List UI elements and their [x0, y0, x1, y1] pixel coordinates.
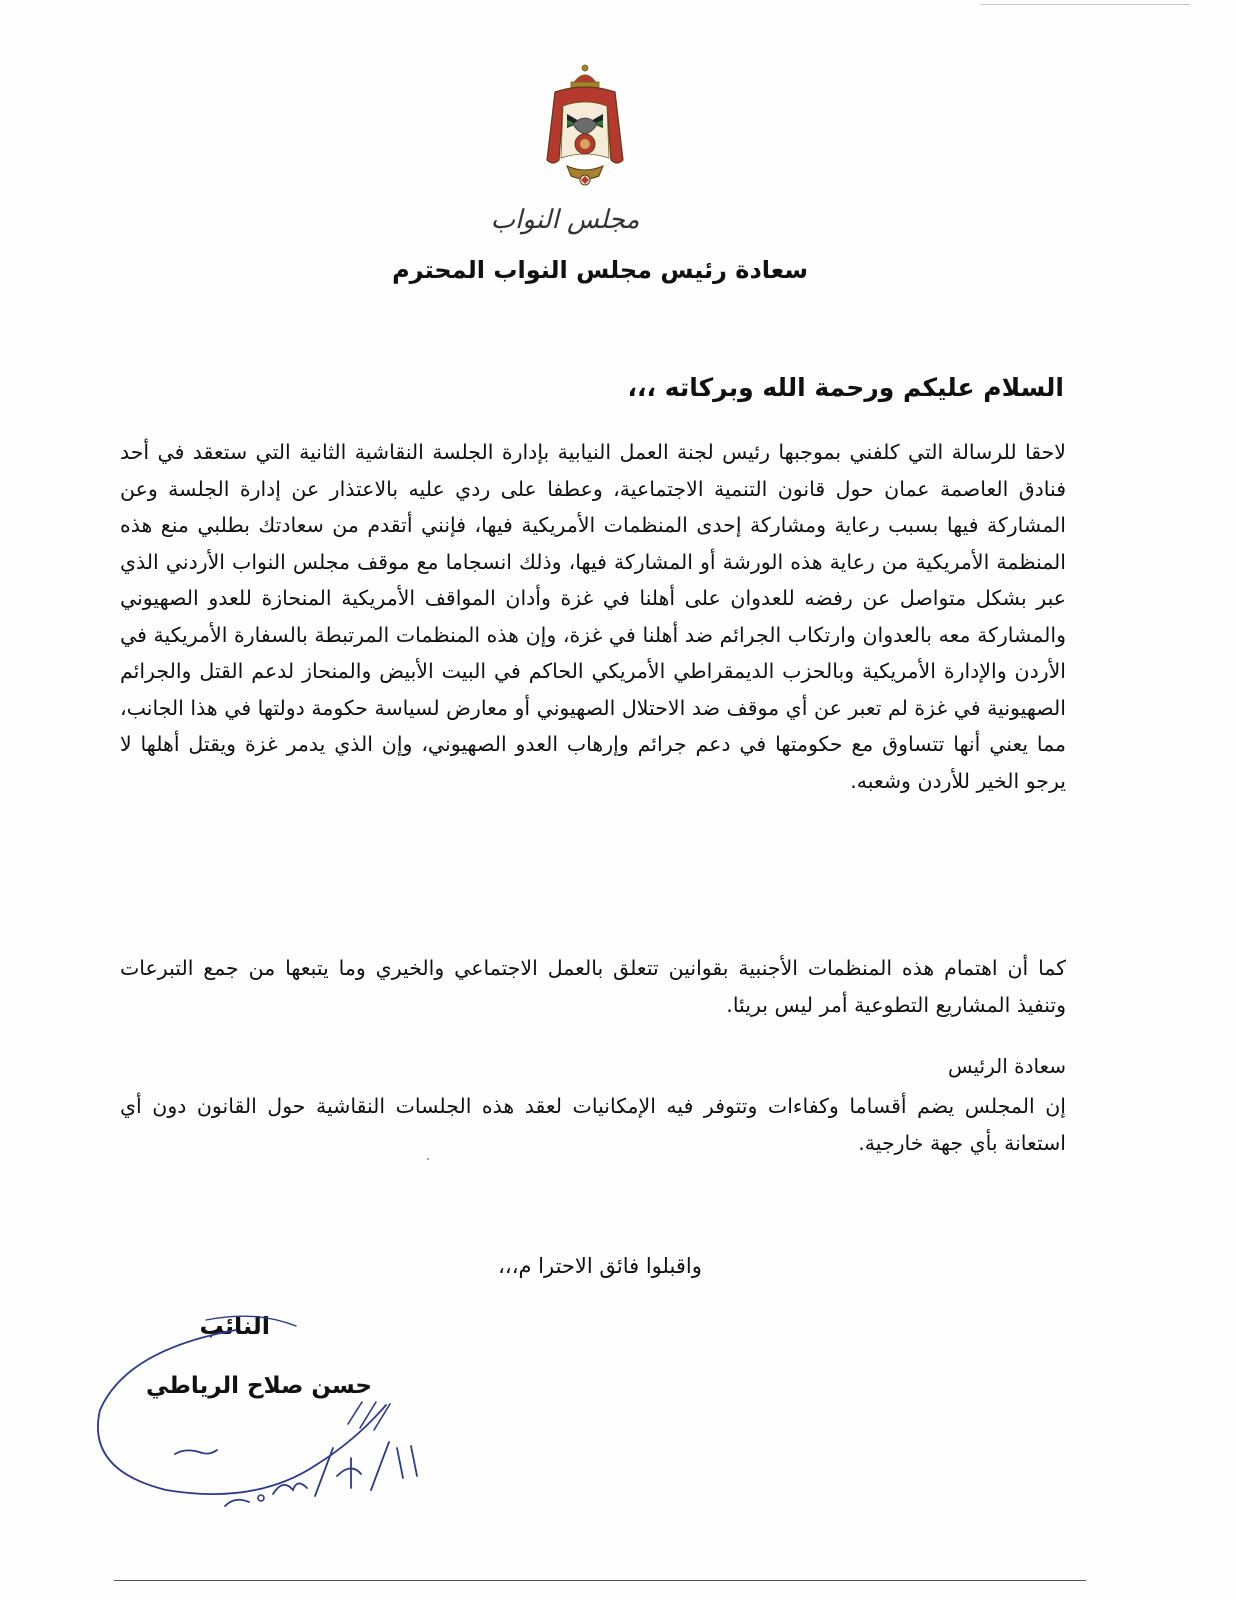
body-paragraph-2: كما أن اهتمام هذه المنظمات الأجنبية بقوانين تتعلق بالعمل الاجتماعي والخيري وما يتبعها من جمع التبرعات وتنفيذ المشاريع التطوعية أمر ليس بريئا. [120, 956, 1066, 1017]
body-paragraph-1: لاحقا للرسالة التي كلفني بموجبها رئيس لجنة العمل النيابية بإدارة الجلسة النقاشية الثانية التي ستعقد في أحد فنادق العاصمة عمان حول قانون التنمية الاجتماعية، وعطفا على ردي عليه بالاعتذار عن إدارة الجلسة وعن المشاركة فيها بسبب رعاية ومشاركة إحدى المنظمات الأمريكية فيها، فإنني أتقدم من سعادتك بطلبي منع هذه المنظمة الأمريكية من رعاية هذه الورشة أو المشاركة فيها، وذلك انسجاما مع موقف مجلس النواب الأردني الذي عبر بشكل متواصل عن رفضه للعدوان على أهلنا في غزة وأدان المواقف الأمريكية المنحازة للعدو الصهيوني والمشاركة معه بالعدوان وارتكاب الجرائم ضد أهلنا في غزة، وإن هذه المنظمات المرتبطة بالسفارة الأمريكية في الأردن والإدارة الأمريكية وبالحزب الديمقراطي الأمريكي الحاكم في البيت الأبيض والمنحاز لدعم القتل والجرائم الصهيونية في غزة لم تعبر عن أي موقف ضد الاحتلال الصهيوني أو معارض لسياسة حكومة دولتها في هذا الجانب، مما يعني أنها تتساوق مع حكومتها في دعم جرائم وإرهاب العدو الصهيوني، وإن الذي يدمر غزة ويقتل أهلها لا يرجو الخير للأردن وشعبه. [120, 440, 1066, 793]
coat-of-arms-icon [537, 62, 633, 190]
handwritten-date [165, 1418, 435, 1538]
scan-artifact [427, 1158, 429, 1160]
closing-line: واقبلوا فائق الاحترا م،،، [498, 1254, 702, 1278]
svg-text:مجلس النواب: مجلس النواب [490, 205, 640, 235]
signatory-name: حسن صلاح الرياطي [146, 1373, 372, 1399]
signatory-title: النائب [199, 1312, 270, 1340]
addressee-line: سعادة رئيس مجلس النواب المحترم [392, 256, 808, 284]
body-paragraph-3: إن المجلس يضم أقساما وكفاءات وتتوفر فيه الإمكانيات لعقد هذه الجلسات النقاشية حول القانون دون أي استعانة بأي جهة خارجية. [120, 1094, 1066, 1155]
institution-calligraphy-logo [490, 196, 640, 244]
salutation-line: سعادة الرئيس [947, 1054, 1066, 1078]
scan-edge-line [980, 4, 1190, 5]
greeting-line: السلام عليكم ورحمة الله وبركاته ،،، [627, 373, 1064, 402]
footer-rule [114, 1580, 1086, 1581]
